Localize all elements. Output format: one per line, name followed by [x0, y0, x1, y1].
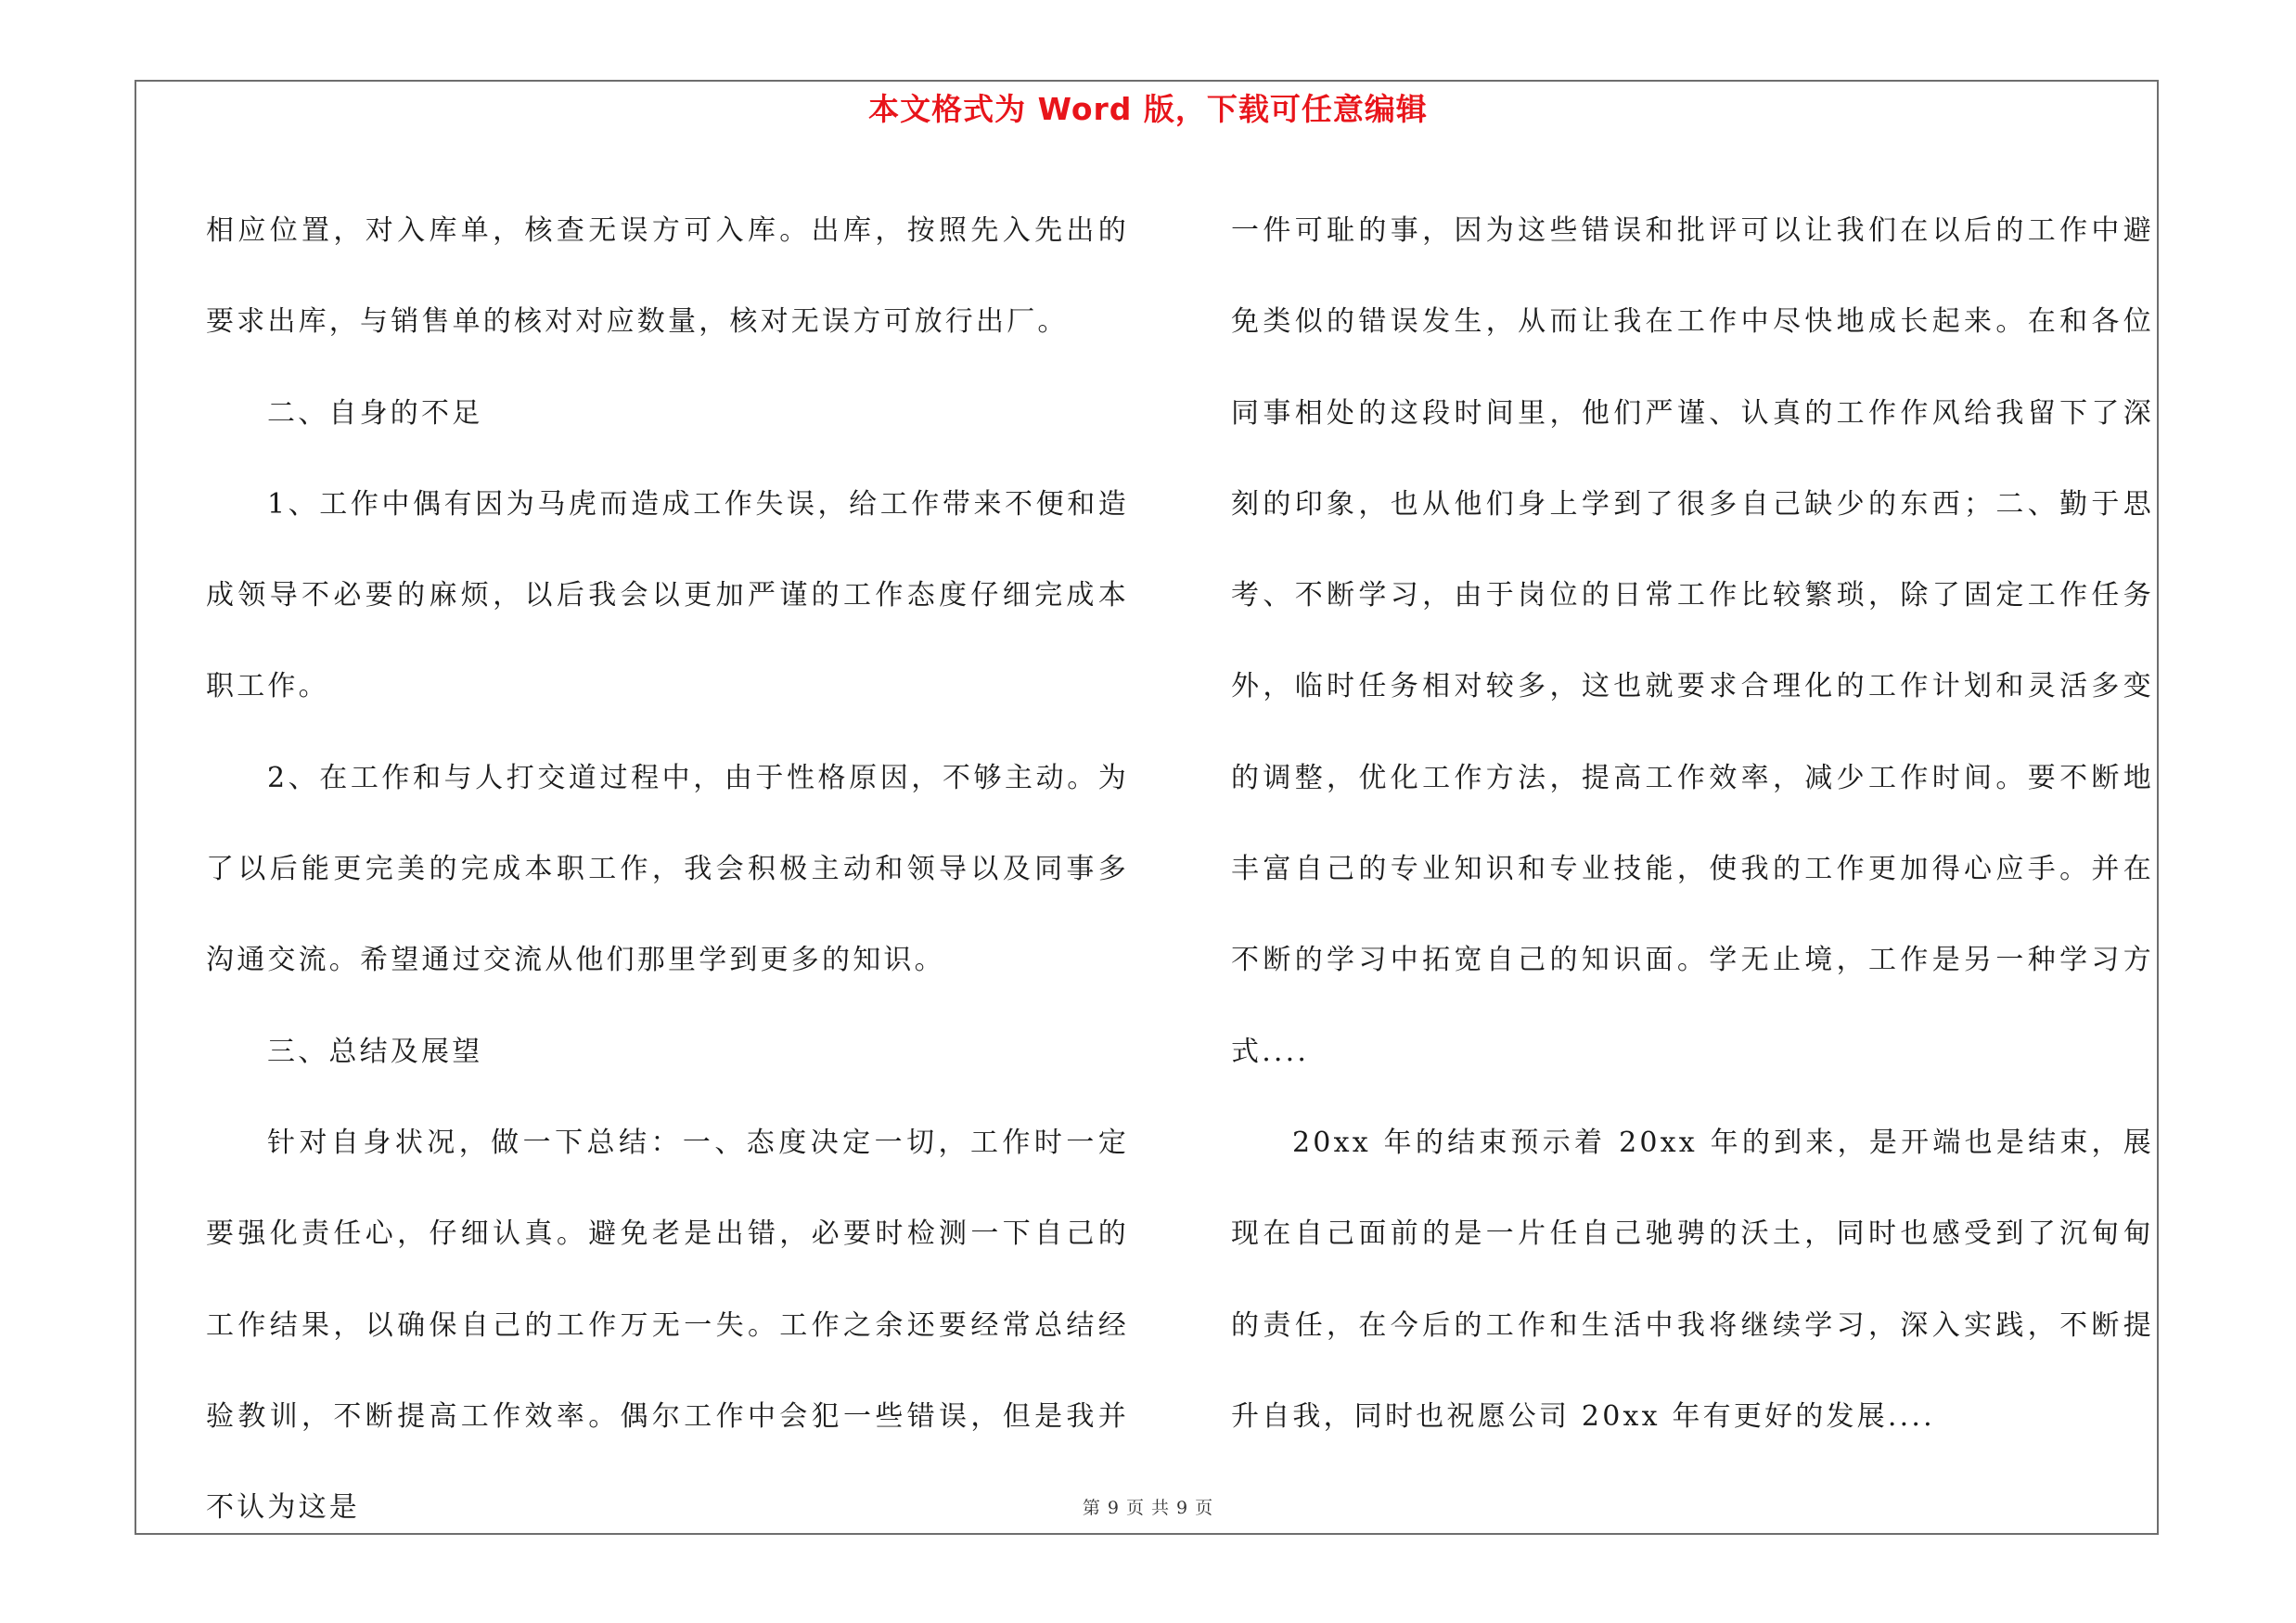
paragraph-summary-continued: 一件可耻的事，因为这些错误和批评可以让我们在以后的工作中避免类似的错误发生，从而让我在工作中尽快地成长起来。在和各位同事相处的这段时间里，他们严谨、认真的工作作风给我留下了深刻的印象，也从他们身上学到了很多自己缺少的东西；二、勤于思考、不断学习，由于岗位的日常工作比较繁琐，除了固定工作任务外，临时任务相对较多，这也就要求合理化的工作计划和灵活多变的调整，优化工作方法，提高工作效率，减少工作时间。要不断地丰富自己的专业知识和专业技能，使我的工作更加得心应手。并在不断的学习中拓宽自己的知识面。学无止境，工作是另一种学习方式....: [1231, 214, 2154, 1068]
paragraph-shortcoming-2: 2、在工作和与人打交道过程中，由于性格原因，不够主动。为了以后能更完美的完成本职工作，我会积极主动和领导以及同事多沟通交流。希望通过交流从他们那里学到更多的知识。: [206, 761, 1129, 977]
section-heading-summary: 三、总结及展望: [267, 1035, 483, 1068]
paragraph-warehouse-out: 相应位置，对入库单，核查无误方可入库。出库，按照先入先出的要求出库，与销售单的核对对应数量，核对无误方可放行出厂。: [206, 214, 1129, 339]
paragraph-outlook: 20xx 年的结束预示着 20xx 年的到来，是开端也是结束，展现在自己面前的是一片任自己驰骋的沃土，同时也感受到了沉甸甸的责任，在今后的工作和生活中我将继续学习，深入实践，不断提升自我，同时也祝愿公司 20xx 年有更好的发展....: [1231, 1126, 2154, 1433]
page-number: 第 9 页 共 9 页: [1082, 1498, 1214, 1518]
left-text-column: [206, 186, 1129, 1553]
section-heading-shortcomings: 二、自身的不足: [267, 396, 483, 430]
paragraph-shortcoming-1: 1、工作中偶有因为马虎而造成工作失误，给工作带来不便和造成领导不必要的麻烦，以后我会以更加严谨的工作态度仔细完成本职工作。: [206, 487, 1129, 703]
right-text-column: [1231, 186, 2154, 1462]
document-header-notice: 本文格式为 Word 版，下载可任意编辑: [868, 91, 1428, 127]
paragraph-summary: 针对自身状况，做一下总结：一、态度决定一切，工作时一定要强化责任心，仔细认真。避免老是出错，必要时检测一下自己的工作结果，以确保自己的工作万无一失。工作之余还要经常总结经验教训，不断提高工作效率。偶尔工作中会犯一些错误，但是我并不认为这是: [206, 1126, 1129, 1525]
